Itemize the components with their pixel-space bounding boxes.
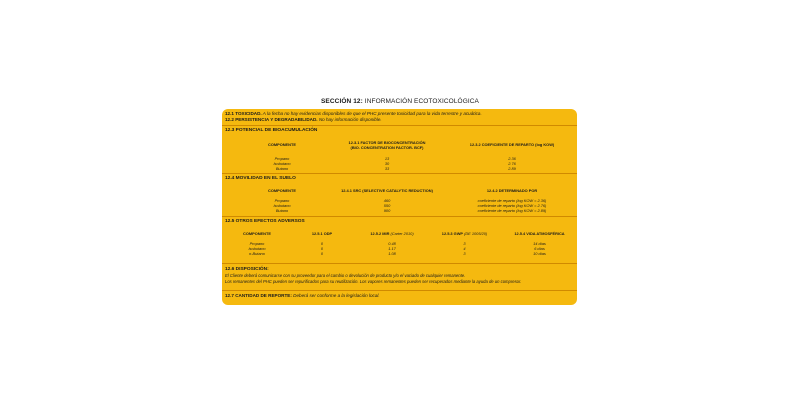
col-kow: 12.3.2 COEFICIENTE DE REPARTO (log KOW) bbox=[469, 142, 555, 147]
mir-value: 1.08 bbox=[388, 251, 396, 256]
kow-value: 2.76 bbox=[508, 161, 516, 166]
col-gwp: 12.5.3 GWP (DE 1005/20) bbox=[441, 231, 488, 236]
divider bbox=[222, 216, 577, 217]
col-src: 12.4.1 SRC (SELECTIVE CATALYTIC REDUCTION) bbox=[341, 188, 433, 193]
determined-value: coeficiente de reparto (log KOW = 2.89) bbox=[477, 208, 547, 213]
col-atmospheric-life: 12.5.4 VIDA ATMOSFÉRICA bbox=[514, 231, 565, 236]
mobility-heading: 12.4 MOVILIDAD EN EL SUELO bbox=[225, 176, 296, 181]
life-value: 14 días bbox=[533, 241, 546, 246]
table-row: Butano bbox=[275, 166, 289, 171]
page-title: SECCIÓN 12: INFORMACIÓN ECOTOXICOLÓGICA bbox=[320, 98, 479, 105]
src-value: 550 bbox=[383, 203, 391, 208]
col-mir: 12.5.2 MIR (Carter 2010) bbox=[370, 231, 414, 236]
odp-value: 0 bbox=[320, 251, 324, 256]
table-row: Propano bbox=[249, 241, 265, 246]
divider bbox=[222, 290, 577, 291]
report-quantity-line: 12.7 CANTIDAD DE REPORTE: Deberá ser conforme a la legislación local. bbox=[225, 293, 380, 298]
life-value: 10 días bbox=[533, 251, 546, 256]
divider bbox=[222, 263, 577, 264]
table-row: Butano bbox=[275, 208, 289, 213]
col-component: COMPONENTE bbox=[268, 142, 296, 147]
mir-value: 0.48 bbox=[388, 241, 396, 246]
kow-value: 2.36 bbox=[508, 156, 516, 161]
src-value: 900 bbox=[383, 208, 391, 213]
gwp-value: 3 bbox=[463, 251, 466, 256]
table-row: Propano bbox=[274, 156, 290, 161]
toxicity-line: 12.1 TOXICIDAD. A la fecha no hay evidencias disponibles de que el PHC presente toxicidad para la vida terrestre y acuática. bbox=[225, 111, 482, 116]
life-value: 6 días bbox=[534, 246, 545, 251]
bcf-value: 33 bbox=[384, 166, 390, 171]
adverse-effects-heading: 12.5 OTROS EFECTOS ADVERSOS bbox=[225, 219, 305, 224]
mir-value: 1.17 bbox=[388, 246, 396, 251]
bcf-value: 13 bbox=[384, 156, 390, 161]
gwp-value: 4 bbox=[463, 246, 466, 251]
bcf-value: 30 bbox=[384, 161, 390, 166]
col-bcf: 12.3.1 FACTOR DE BIOCONCENTRACIÓN (BIO. CONCENTRATION FACTOR- BCF) bbox=[348, 140, 426, 150]
table-row: Isobutano bbox=[248, 246, 266, 251]
disposal-heading: 12.6 DISPOSICIÓN: bbox=[225, 267, 269, 272]
ecotox-card bbox=[222, 109, 577, 305]
table-row: Isobutano bbox=[273, 203, 291, 208]
odp-value: 0 bbox=[320, 241, 324, 246]
col-component: COMPONENTE bbox=[243, 231, 271, 236]
src-value: 460 bbox=[383, 198, 391, 203]
col-determined: 12.4.2 DETERMINADO POR bbox=[486, 188, 538, 193]
kow-value: 2.89 bbox=[508, 166, 516, 171]
table-row: Isobutano bbox=[273, 161, 291, 166]
col-odp: 12.5.1 ODP bbox=[311, 231, 333, 236]
disposal-line-2: Los remanentes del PHC pueden ser repurificados para su reutilización. Los vapores remanentes pueden ser recuperados mediante la ayuda de un compresor. bbox=[225, 279, 522, 284]
disposal-line-1: El Cliente deberá comunicarse con su proveedor para el cambio o devolución de producto y/o el vaciado de cualquier remanente. bbox=[225, 273, 466, 278]
divider bbox=[222, 125, 577, 126]
table-row: n-Butano bbox=[249, 251, 265, 256]
bioaccumulation-heading: 12.3 POTENCIAL DE BIOACUMULACIÓN bbox=[225, 128, 318, 133]
determined-value: coeficiente de reparto (log KOW = 2.76) bbox=[477, 203, 547, 208]
determined-value: coeficiente de reparto (log KOW = 2.36) bbox=[477, 198, 547, 203]
divider bbox=[222, 173, 577, 174]
table-row: Propano bbox=[274, 198, 290, 203]
persistence-line: 12.2 PERSISTENCIA Y DEGRADABILIDAD. No hay información disponible. bbox=[225, 117, 382, 122]
col-component: COMPONENTE bbox=[268, 188, 296, 193]
odp-value: 0 bbox=[320, 246, 324, 251]
gwp-value: 3 bbox=[463, 241, 466, 246]
